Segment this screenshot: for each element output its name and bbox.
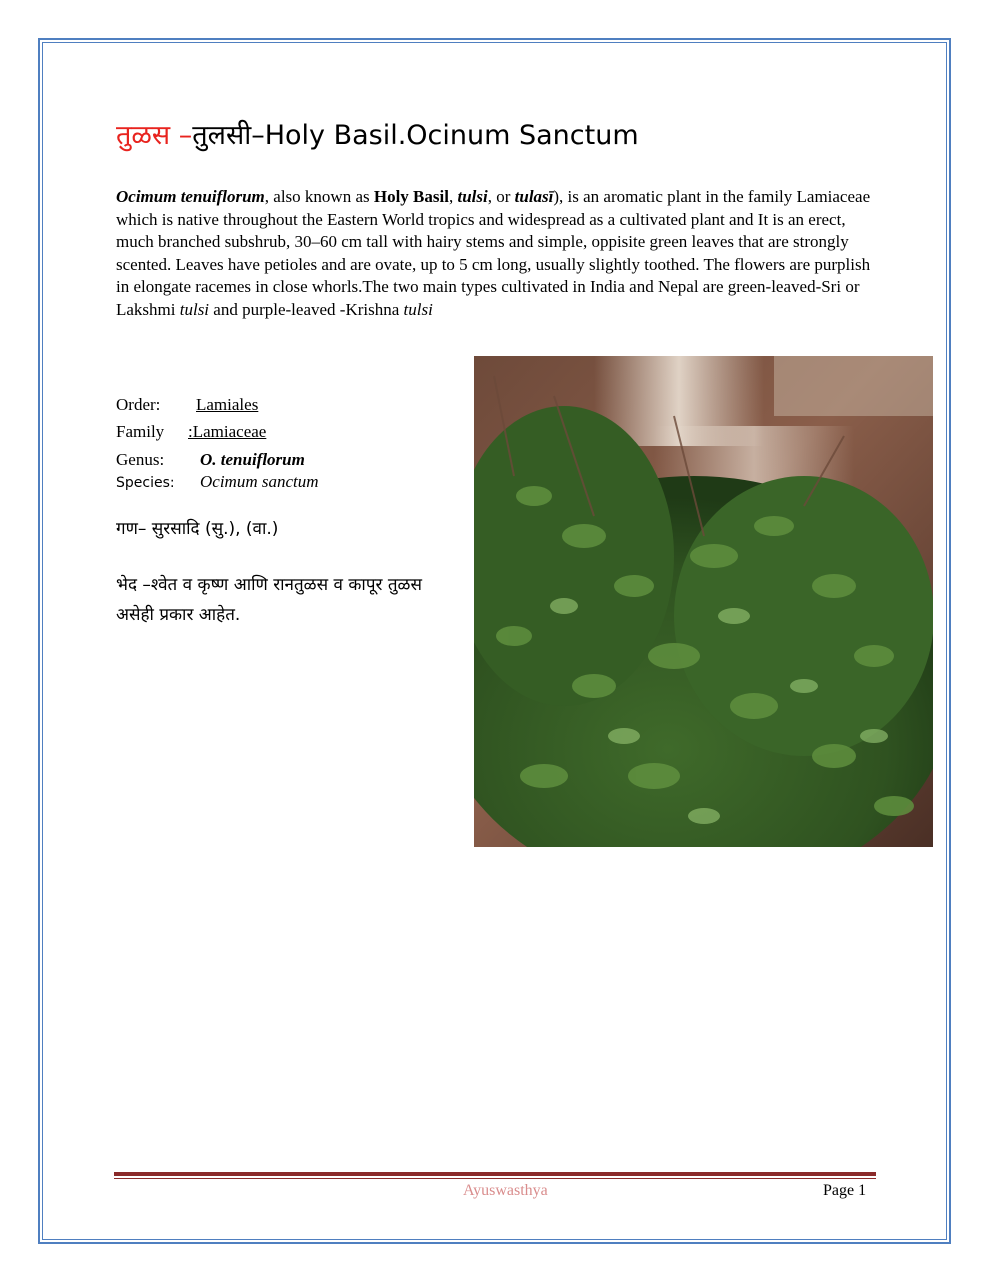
taxonomy-order	[116, 394, 258, 416]
intro-tulsi: tulsi	[403, 299, 433, 319]
intro-text: ), is an aromatic plant in the family Lamiaceae which is native throughout the Eastern World tropics and widespread as a cultivated plant and It is an erect, much branched subshrub, 30–60 cm tall with hairy stems and simple, oppisite green leaves that are strongly scented. Leaves have petioles and are ovate, up to 5 cm long, usually slightly toothed. The flowers are purplish in elongate racemes in close whorls.The two main types cultivated in India and Nepal are green-leaved-Sri or Lakshmi	[116, 187, 871, 319]
intro-sci-name: Ocimum tenuiflorum	[116, 187, 265, 206]
intro-text: , or	[487, 187, 515, 206]
taxonomy-family	[116, 421, 266, 443]
intro-tulsi: tulsi	[179, 299, 210, 319]
species-label: Species:	[116, 475, 175, 491]
taxonomy-genus	[116, 449, 305, 471]
genus-label: Genus:	[116, 450, 165, 469]
intro-holy-basil: Holy Basil	[373, 187, 449, 206]
intro-tulsi: tulsi	[457, 187, 488, 206]
page-title	[116, 118, 639, 154]
footer-site-name: Ayuswasthya	[463, 1182, 548, 1199]
intro-paragraph	[116, 186, 876, 321]
tulsi-plant-photo	[474, 356, 933, 847]
genus-value: O. tenuiflorum	[200, 450, 305, 469]
family-label: Family	[116, 422, 165, 441]
title-marathi: तुळस –	[116, 120, 193, 151]
taxonomy-species	[116, 471, 319, 494]
footer-rule-thin	[114, 1178, 876, 1179]
page-number: Page 1	[823, 1182, 867, 1199]
family-value: :Lamiaceae	[188, 422, 267, 441]
bhed-line-1: भेद –श्वेत व कृष्ण आणि रानतुळस व कापूर तुळस	[116, 575, 422, 595]
gana-line: गण– सुरसादि (सु.), (वा.)	[116, 519, 279, 539]
bhed-line-2: असेही प्रकार आहेत.	[116, 605, 241, 625]
footer-rule	[114, 1172, 876, 1176]
order-label: Order:	[116, 395, 161, 414]
intro-text: ,	[448, 187, 458, 206]
intro-text: , also known as	[264, 187, 374, 206]
order-value: Lamiales	[196, 395, 259, 414]
species-value: Ocimum sanctum	[200, 472, 319, 491]
title-rest: तुलसी–Holy Basil.Ocinum Sanctum	[192, 120, 639, 151]
intro-tulasi: tulasī	[514, 187, 554, 206]
intro-text: and purple-leaved -Krishna	[209, 299, 404, 319]
